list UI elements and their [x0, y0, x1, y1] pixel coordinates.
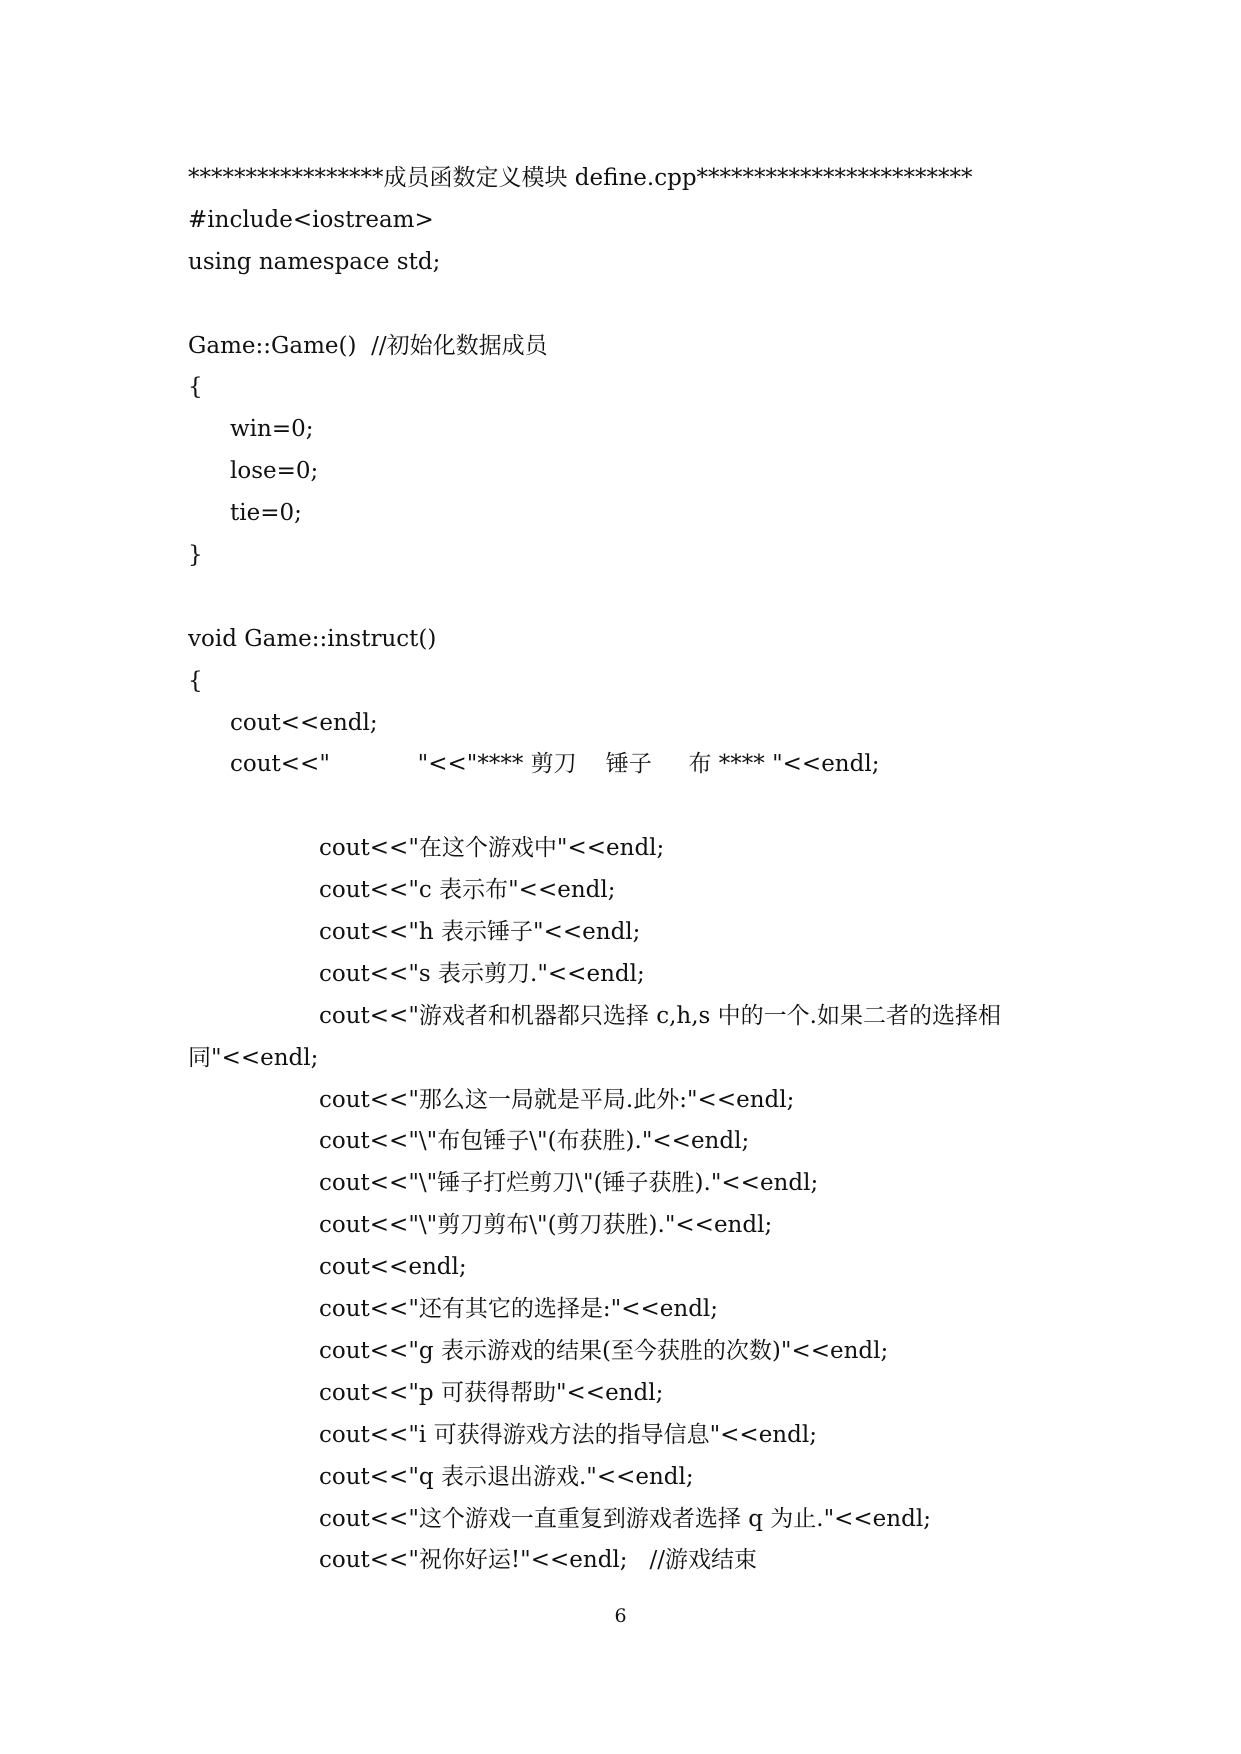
code-line: cout<<"q 表示退出游戏."<<endl; — [319, 1463, 694, 1490]
code-line: } — [188, 542, 203, 569]
code-line: cout<<"i 可获得游戏方法的指导信息"<<endl; — [319, 1421, 817, 1448]
code-line: cout<<"p 可获得帮助"<<endl; — [319, 1379, 664, 1406]
code-line: cout<<"\"剪刀剪布\"(剪刀获胜)."<<endl; — [319, 1212, 773, 1239]
code-line: cout<<"g 表示游戏的结果(至今获胜的次数)"<<endl; — [319, 1337, 889, 1364]
code-line: cout<<"还有其它的选择是:"<<endl; — [319, 1296, 719, 1323]
code-listing — [188, 158, 1068, 1582]
code-line: cout<<"c 表示布"<<endl; — [319, 877, 616, 904]
code-line: win=0; — [230, 416, 314, 443]
page-number: 6 — [614, 1605, 627, 1627]
code-line: cout<<"在这个游戏中"<<endl; — [319, 835, 665, 862]
code-line: using namespace std; — [188, 248, 441, 275]
code-line: *****************成员函数定义模块 define.cpp************************ — [188, 165, 973, 191]
code-line: void Game::instruct() — [188, 625, 437, 652]
code-line: cout<<"s 表示剪刀."<<endl; — [319, 960, 645, 987]
code-line: cout<<"\"布包锤子\"(布获胜)."<<endl; — [319, 1128, 750, 1155]
code-line: cout<<"这个游戏一直重复到游戏者选择 q 为止."<<endl; — [319, 1505, 931, 1532]
code-line: cout<<endl; — [230, 709, 378, 736]
code-line: cout<<endl; — [319, 1254, 467, 1281]
code-line: 同"<<endl; — [188, 1044, 319, 1071]
code-line: cout<<"h 表示锤子"<<endl; — [319, 919, 641, 946]
code-line — [188, 786, 1068, 828]
code-line: cout<<"祝你好运!"<<endl; //游戏结束 — [319, 1547, 757, 1574]
code-line: cout<<"游戏者和机器都只选择 c,h,s 中的一个.如果二者的选择相 — [319, 1002, 1001, 1029]
code-line: cout<<" "<<"**** 剪刀 锤子 布 **** "<<endl; — [230, 751, 880, 778]
code-line: lose=0; — [230, 458, 319, 485]
code-line: #include<iostream> — [188, 206, 434, 233]
code-line: cout<<"\"锤子打烂剪刀\"(锤子获胜)."<<endl; — [319, 1170, 819, 1197]
code-line — [188, 577, 1068, 619]
code-line: cout<<"那么这一局就是平局.此外:"<<endl; — [319, 1086, 795, 1113]
code-line: tie=0; — [230, 500, 302, 527]
code-line: Game::Game() //初始化数据成员 — [188, 332, 548, 359]
code-line — [188, 284, 1068, 326]
code-line: { — [188, 667, 203, 694]
code-line: { — [188, 374, 203, 401]
